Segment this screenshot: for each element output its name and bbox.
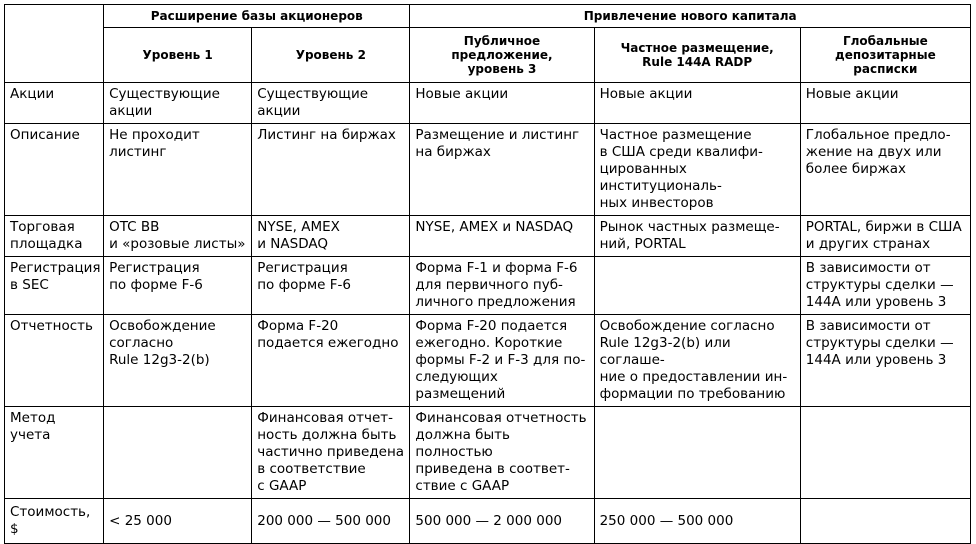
table-cell: Финансовая отчетность должна быть полностью приведена в соответ- ствие с GAAP — [410, 407, 594, 499]
table-row — [5, 407, 971, 499]
table-cell: В зависимости от структуры сделки — 144А или уровень 3 — [800, 257, 970, 315]
header-group-shareholder-base: Расширение базы акционеров — [104, 5, 410, 28]
table-cell: Не проходит листинг — [104, 124, 252, 216]
table-cell: 250 000 — 500 000 — [594, 499, 800, 544]
table-cell: NYSE, AMEX и NASDAQ — [252, 216, 410, 257]
header-group-new-capital: Привлечение нового капитала — [410, 5, 971, 28]
header-gdr: Глобальные депозитарные расписки — [800, 28, 970, 83]
row-label: Регистрация в SEC — [5, 257, 104, 315]
row-label: Метод учета — [5, 407, 104, 499]
row-label: Акции — [5, 83, 104, 124]
table-cell: 200 000 — 500 000 — [252, 499, 410, 544]
table-row — [5, 83, 971, 124]
table-row — [5, 124, 971, 216]
header-group-row — [5, 5, 971, 28]
table-cell: Финансовая отчет- ность должна быть частично приведена в соответствие с GAAP — [252, 407, 410, 499]
table-cell — [104, 407, 252, 499]
table-cell: NYSE, AMEX и NASDAQ — [410, 216, 594, 257]
table-cell: Форма F-1 и форма F-6 для первичного пуб- личного предложения — [410, 257, 594, 315]
table-cell — [800, 407, 970, 499]
adr-comparison-table — [4, 4, 971, 544]
table-cell: PORTAL, биржи в США и других странах — [800, 216, 970, 257]
table-cell: Листинг на биржах — [252, 124, 410, 216]
table-cell: Размещение и листинг на биржах — [410, 124, 594, 216]
header-level2: Уровень 2 — [252, 28, 410, 83]
header-sub-row — [5, 28, 971, 83]
header-level1: Уровень 1 — [104, 28, 252, 83]
table-cell: 500 000 — 2 000 000 — [410, 499, 594, 544]
table-cell: В зависимости от структуры сделки — 144А или уровень 3 — [800, 315, 970, 407]
table-cell: Форма F-20 подается ежегодно — [252, 315, 410, 407]
table-cell: Регистрация по форме F-6 — [104, 257, 252, 315]
table-cell: Регистрация по форме F-6 — [252, 257, 410, 315]
row-label: Описание — [5, 124, 104, 216]
row-label: Торговая площадка — [5, 216, 104, 257]
table-row — [5, 499, 971, 544]
table-cell — [800, 499, 970, 544]
table-cell: OTC BB и «розовые листы» — [104, 216, 252, 257]
table-row — [5, 216, 971, 257]
table-cell: Существующие акции — [104, 83, 252, 124]
table-cell: Новые акции — [594, 83, 800, 124]
table-cell: Рынок частных размеще- ний, PORTAL — [594, 216, 800, 257]
table-cell: Форма F-20 подается ежегодно. Короткие формы F-2 и F-3 для по- следующих размещений — [410, 315, 594, 407]
row-label: Стоимость, $ — [5, 499, 104, 544]
table-cell: Освобождение согласно Rule 12g3-2(b) или соглаше- ние о предоставлении ин- формации по требованию — [594, 315, 800, 407]
table-cell: Новые акции — [410, 83, 594, 124]
table-row — [5, 257, 971, 315]
table-cell: Частное размещение в США среди квалифи- цированных институциональ- ных инвесторов — [594, 124, 800, 216]
table-cell: Глобальное предло- жение на двух или более биржах — [800, 124, 970, 216]
row-label: Отчетность — [5, 315, 104, 407]
table-row — [5, 315, 971, 407]
table-cell: Новые акции — [800, 83, 970, 124]
table-cell: Освобождение согласно Rule 12g3-2(b) — [104, 315, 252, 407]
table-cell — [594, 407, 800, 499]
table-cell — [594, 257, 800, 315]
header-private-placement: Частное размещение, Rule 144A RADР — [594, 28, 800, 83]
table-cell: < 25 000 — [104, 499, 252, 544]
corner-cell — [5, 5, 104, 83]
header-public-offering: Публичное предложение, уровень 3 — [410, 28, 594, 83]
table-cell: Существующие акции — [252, 83, 410, 124]
